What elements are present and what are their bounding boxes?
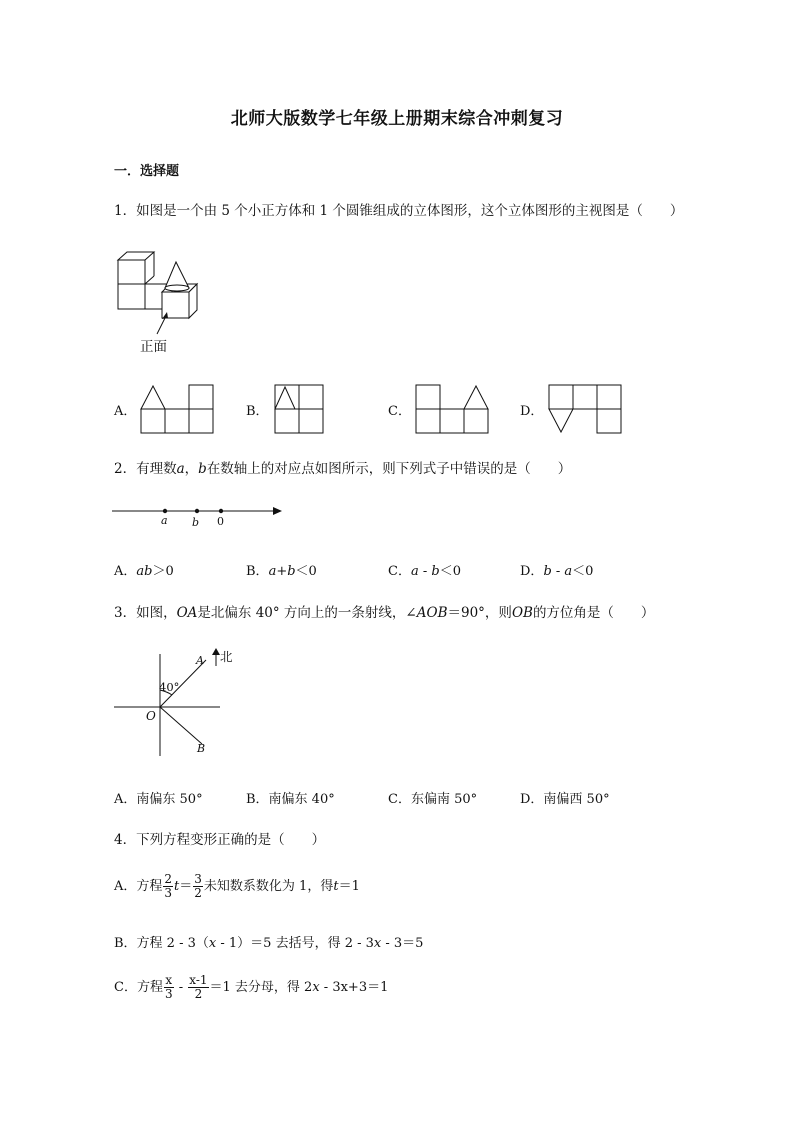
point-o-label: O — [146, 709, 156, 723]
point-a-label: A — [196, 654, 204, 667]
number-line-label-b: b — [192, 516, 200, 529]
q1-option-c-figure[interactable] — [415, 384, 491, 434]
q3-option-a[interactable]: A．南偏东 50° — [114, 792, 203, 807]
q1-option-d-label[interactable]: D． — [520, 404, 544, 419]
point-b — [195, 509, 199, 513]
q1-option-a-figure[interactable] — [140, 384, 216, 434]
question-1-stem: 1．如图是一个由 5 个小正方体和 1 个圆锥组成的立体图形，这个立体图形的主视图是（ ） — [114, 203, 684, 219]
question-3-stem: 3．如图，OA是北偏东 40° 方向上的一条射线，∠AOB＝90°，则OB的方位角是（ ） — [114, 605, 655, 621]
q3-option-c[interactable]: C．东偏南 50° — [388, 792, 478, 807]
direction-diagram — [112, 648, 232, 758]
q4-option-c[interactable]: C．方程 $\frac{x}{3}$ - $\frac{x-1}{2}$ ＝1 去分母，得 2x - 3x+3＝1 — [114, 973, 389, 1001]
question-2-stem: 2．有理数a，b在数轴上的对应点如图所示，则下列式子中错误的是（ ） — [114, 461, 572, 477]
angle-label: 40° — [159, 680, 180, 694]
q3-option-d[interactable]: D．南偏西 50° — [520, 792, 610, 807]
q2-option-a[interactable]: A．ab＞0 — [114, 564, 174, 579]
number-line-label-a: a — [161, 514, 168, 527]
point-zero — [219, 509, 223, 513]
q2-option-d[interactable]: D．b - a＜0 — [520, 564, 594, 579]
q1-option-b-figure[interactable] — [274, 384, 326, 434]
q2-option-c[interactable]: C．a - b＜0 — [388, 564, 461, 579]
question-4-stem: 4．下列方程变形正确的是（ ） — [114, 832, 326, 848]
q1-option-a-label[interactable]: A． — [114, 404, 137, 419]
question-1-solid-figure — [110, 248, 230, 358]
q1-option-c-label[interactable]: C． — [388, 404, 411, 419]
page-title: 北师大版数学七年级上册期末综合冲刺复习 — [230, 109, 564, 129]
q1-option-d-figure[interactable] — [548, 384, 624, 434]
point-a — [163, 509, 167, 513]
q3-option-b[interactable]: B．南偏东 40° — [246, 792, 335, 807]
q2-option-b[interactable]: B．a+b＜0 — [246, 564, 317, 579]
north-label: 北 — [220, 649, 233, 664]
number-line-label-zero: 0 — [217, 515, 224, 528]
section-heading: 一．选择题 — [114, 164, 180, 179]
q4-option-b[interactable]: B．方程 2 - 3（x - 1）＝5 去括号，得 2 - 3x - 3＝5 — [114, 936, 424, 951]
q1-option-b-label[interactable]: B． — [246, 404, 269, 419]
front-label: 正面 — [140, 339, 167, 355]
point-b-label: B — [197, 742, 206, 755]
q4-option-a[interactable]: A．方程 $\frac{2}{3}$ t＝ $\frac{3}{2}$ 未知数系数化为 1，得t＝1 — [114, 872, 360, 900]
